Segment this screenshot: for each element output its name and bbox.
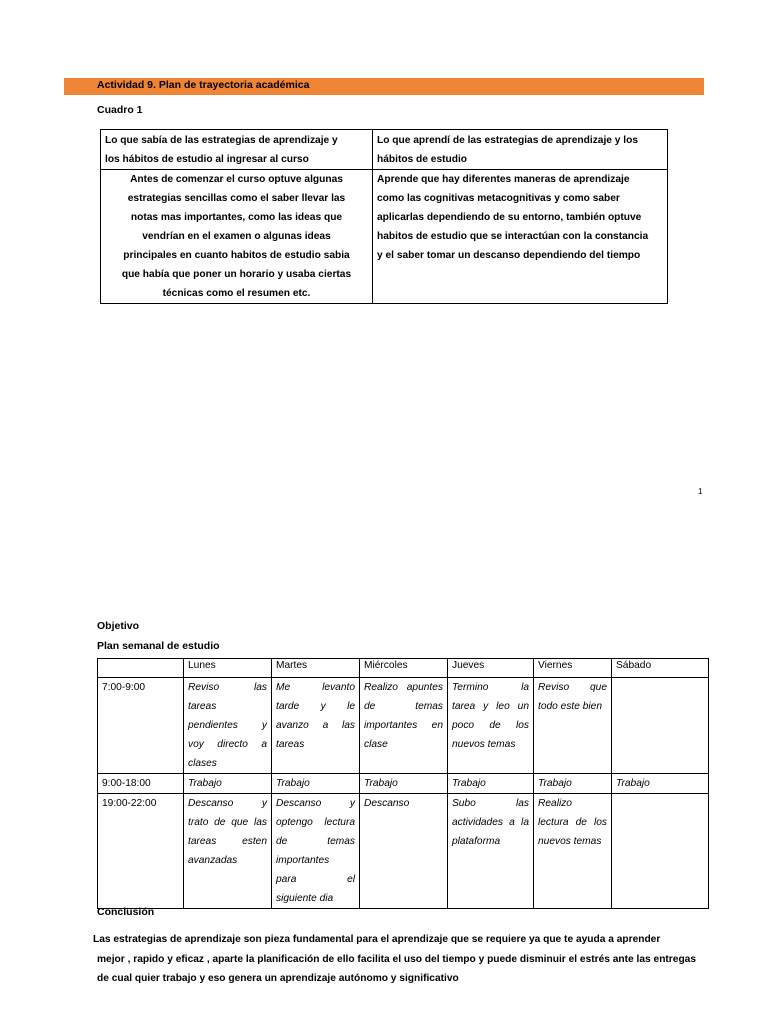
text-line: plataforma (452, 836, 501, 847)
plan-time-slot: 19:00-22:00 (98, 794, 184, 909)
text-line: tarde y le (276, 701, 355, 712)
text-line: Trabajo (616, 778, 650, 789)
plan-row (98, 774, 709, 794)
plan-cell (272, 794, 360, 909)
text-line: avanzadas (188, 855, 238, 866)
text-line: nuevos temas (538, 836, 602, 847)
text-line: voy directo a (188, 739, 267, 750)
plan-cell (534, 774, 612, 794)
cuadro1-body-before (101, 170, 373, 304)
plan-cell (184, 678, 272, 774)
text-line: aplicarlas dependiendo de su entorno, también optuve (377, 212, 642, 223)
text-line: optengo lectura (276, 817, 355, 828)
plan-cell (184, 794, 272, 909)
plan-cell (448, 794, 534, 909)
text-line: importantes en (364, 720, 443, 731)
text-line: Me levanto (276, 682, 355, 693)
text-line: clase (364, 739, 388, 750)
text-line: Aprende que hay diferentes maneras de aprendizaje (377, 174, 630, 185)
text-line: Las estrategias de aprendizaje son pieza fundamental para el aprendizaje que se requiere ya que te ayuda a aprender (93, 934, 661, 945)
text-line: como las cognitivas metacognitivas y como saber (377, 193, 620, 204)
plan-cell (534, 794, 612, 909)
plan-time-slot: 7:00-9:00 (98, 678, 184, 774)
text-line: Descanso y (188, 798, 267, 809)
text-line: que había que poner un horario y usaba ciertas (121, 269, 352, 280)
text-line: Lo que sabía de las estrategias de aprendizaje y (105, 135, 338, 146)
plan-cell (184, 774, 272, 794)
text-line: importantes (276, 855, 330, 866)
text-line: poco de los (452, 720, 529, 731)
conclusion-title: Conclusión (97, 906, 155, 918)
plan-header-corner (98, 659, 184, 678)
plan-header-day: Lunes (184, 659, 272, 678)
text-line: y el saber tomar un descanso dependiendo del tiempo (377, 250, 641, 261)
text-line: Descanso (364, 798, 410, 809)
text-line: habitos de estudio que se interactúan con la constancia (377, 231, 649, 242)
plan-header-day: Martes (272, 659, 360, 678)
plan-title: Plan semanal de estudio (97, 640, 220, 652)
plan-header-day: Viernes (534, 659, 612, 678)
text-line: Trabajo (188, 778, 222, 789)
text-line: pendientes y (188, 720, 267, 731)
text-line: los hábitos de estudio al ingresar al curso (105, 154, 309, 165)
text-line: Trabajo (276, 778, 310, 789)
text-line: tarea y leo un (452, 701, 529, 712)
text-line: vendrían en el examen o algunas ideas (142, 231, 331, 242)
text-line: tareas (188, 701, 217, 712)
text-line: actividades a la (452, 817, 529, 828)
plan-cell (272, 774, 360, 794)
text-line: Subo las (452, 798, 529, 809)
text-line: nuevos temas (452, 739, 516, 750)
page-number: 1 (698, 487, 703, 496)
objetivo-label: Objetivo (97, 620, 140, 632)
text-line: Trabajo (452, 778, 486, 789)
text-line: avanzo a las (276, 720, 355, 731)
cuadro1-table (100, 129, 668, 304)
text-line: de cual quier trabajo y eso genera un aprendizaje autónomo y significativo (97, 973, 459, 984)
text-line: clases (188, 758, 217, 769)
plan-cell (272, 678, 360, 774)
text-line: Trabajo (538, 778, 572, 789)
text-line: Reviso que (538, 682, 607, 693)
plan-row (98, 794, 709, 909)
text-line: Realizo apuntes (364, 682, 443, 693)
text-line: Reviso las (188, 682, 267, 693)
text-line: mejor , rapido y eficaz , aparte la planificación de ello facilita el uso del tiempo y puede disminuir el estrés ante las entregas (97, 953, 696, 965)
text-line: Realizo (538, 798, 572, 809)
plan-cell (612, 678, 709, 774)
cuadro1-header-before (101, 130, 373, 170)
conclusion-text (93, 930, 705, 989)
text-line: de temas (364, 701, 443, 712)
text-line: lectura de los (538, 817, 607, 828)
text-line: notas mas importantes, como las ideas que (130, 212, 343, 223)
plan-time-slot: 9:00-18:00 (98, 774, 184, 794)
plan-cell (360, 794, 448, 909)
text-line: estrategias sencillas como el saber llevar las (127, 193, 346, 204)
weekly-plan-table (97, 658, 709, 909)
cuadro-label: Cuadro 1 (97, 104, 143, 116)
plan-cell (448, 678, 534, 774)
plan-row (98, 678, 709, 774)
text-line: todo este bien (538, 701, 603, 712)
plan-header-day: Miércoles (360, 659, 448, 678)
text-line: siguiente dia (276, 893, 334, 904)
text-line: Descanso y (276, 798, 355, 809)
plan-header-day: Jueves (448, 659, 534, 678)
text-line: trato de que las (188, 817, 267, 828)
cuadro1-header-after (373, 130, 668, 170)
text-line: Lo que aprendí de las estrategias de aprendizaje y los (377, 135, 638, 146)
text-line: técnicas como el resumen etc. (162, 288, 311, 299)
plan-cell (612, 794, 709, 909)
plan-cell (612, 774, 709, 794)
plan-header-row (98, 659, 709, 678)
text-line: Trabajo (364, 778, 398, 789)
plan-cell (448, 774, 534, 794)
text-line: hábitos de estudio (377, 154, 467, 165)
text-line: principales en cuanto habitos de estudio sabia (123, 250, 350, 261)
text-line: Antes de comenzar el curso optuve algunas (130, 174, 343, 185)
activity-title: Actividad 9. Plan de trayectoria académica (97, 79, 310, 91)
text-line: de temas (276, 836, 355, 847)
text-line: para el (276, 874, 355, 885)
plan-cell (360, 678, 448, 774)
plan-cell (360, 774, 448, 794)
cuadro1-body-after (373, 170, 668, 304)
text-line: tareas esten (188, 836, 267, 847)
plan-cell (534, 678, 612, 774)
text-line: tareas (276, 739, 305, 750)
text-line: Termino la (452, 682, 529, 693)
plan-header-day: Sábado (612, 659, 709, 678)
